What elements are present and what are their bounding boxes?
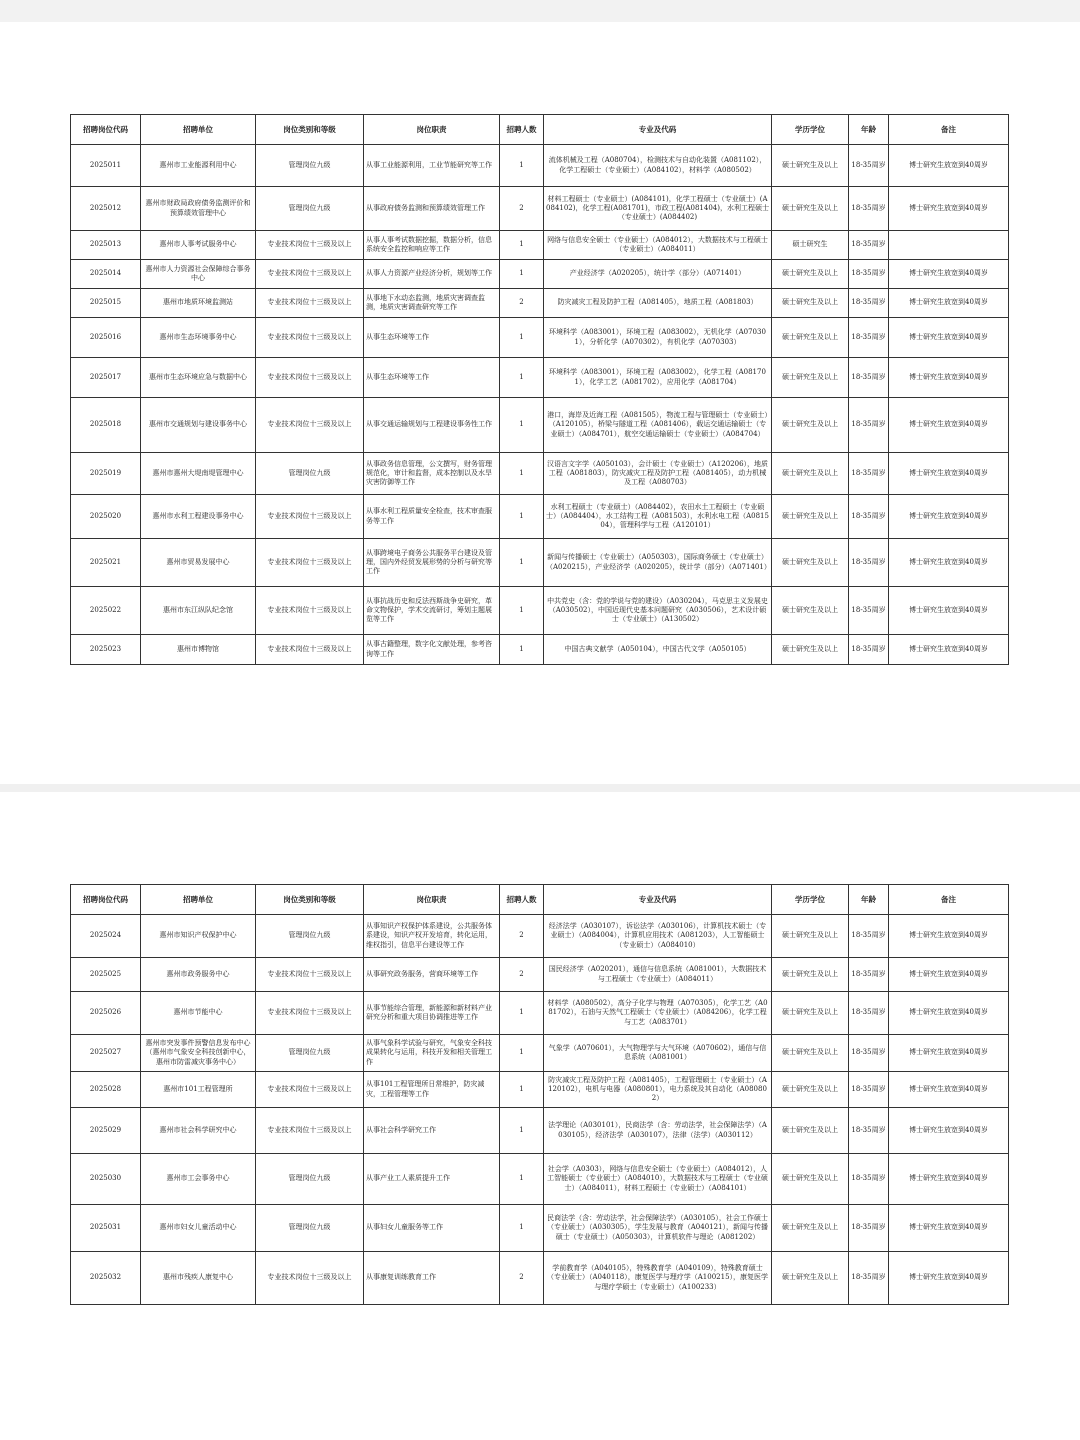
- top-band: [0, 0, 1080, 22]
- cell-age: 18-35周岁: [849, 318, 889, 358]
- cell-duty: 从事知识产权保护体系建设，公共服务体系建设，知识产权开发培育，转化运用，维权指引，信息平台建设等工作: [364, 915, 500, 958]
- cell-category: 管理岗位九级: [256, 1205, 364, 1252]
- cell-age: 18-35周岁: [849, 495, 889, 539]
- cell-education: 硕士研究生及以上: [772, 1072, 849, 1108]
- cell-note: 博士研究生放宽到40周岁: [889, 958, 1009, 992]
- cell-count: 1: [500, 1072, 544, 1108]
- cell-note: 博士研究生放宽到40周岁: [889, 145, 1009, 187]
- cell-unit: 惠州市地质环境监测站: [141, 289, 256, 318]
- cell-category: 专业技术岗位十三级及以上: [256, 1072, 364, 1108]
- cell-count: 1: [500, 1035, 544, 1072]
- cell-count: 1: [500, 1108, 544, 1154]
- cell-education: 硕士研究生及以上: [772, 1108, 849, 1154]
- cell-count: 1: [500, 539, 544, 587]
- cell-age: 18-35周岁: [849, 635, 889, 665]
- cell-education: 硕士研究生及以上: [772, 958, 849, 992]
- table-row: [71, 358, 1009, 398]
- cell-count: 1: [500, 358, 544, 398]
- cell-duty: 从事康复训练教育工作: [364, 1252, 500, 1305]
- cell-unit: 惠州市贸易发展中心: [141, 539, 256, 587]
- cell-code: 2025023: [71, 635, 141, 665]
- cell-count: 2: [500, 1252, 544, 1305]
- cell-unit: 惠州市人力资源社会保障综合事务中心: [141, 260, 256, 289]
- cell-education: 硕士研究生及以上: [772, 358, 849, 398]
- cell-education: 硕士研究生及以上: [772, 635, 849, 665]
- cell-major: 中国古典文献学（A050104），中国古代文学（A050105）: [544, 635, 772, 665]
- cell-category: 专业技术岗位十三级及以上: [256, 318, 364, 358]
- cell-major: 产业经济学（A020205），统计学（部分）（A071401）: [544, 260, 772, 289]
- cell-age: 18-35周岁: [849, 260, 889, 289]
- cell-count: 1: [500, 231, 544, 260]
- cell-major: 汉语言文字学（A050103），会计硕士（专业硕士）（A120206），地质工程（A081803），防灾减灾工程及防护工程（A081405），动力机械及工程（A080703）: [544, 453, 772, 495]
- cell-note: 博士研究生放宽到40周岁: [889, 398, 1009, 453]
- table-row: [71, 260, 1009, 289]
- cell-code: 2025020: [71, 495, 141, 539]
- cell-note: 博士研究生放宽到40周岁: [889, 1205, 1009, 1252]
- cell-major: 学前教育学（A040105），特殊教育学（A040109），特殊教育硕士（专业硕士）（A040118），康复医学与理疗学（A100215），康复医学与理疗学硕士（专业硕士）（A100233）: [544, 1252, 772, 1305]
- cell-age: 18-35周岁: [849, 1072, 889, 1108]
- header-note: 备注: [889, 885, 1009, 915]
- table-row: [71, 453, 1009, 495]
- cell-major: 新闻与传播硕士（专业硕士）（A050303），国际商务硕士（专业硕士）（A020215），产业经济学（A020205），统计学（部分）（A071401）: [544, 539, 772, 587]
- cell-major: 环境科学（A083001），环境工程（A083002），无机化学（A070301），分析化学（A070302），有机化学（A070303）: [544, 318, 772, 358]
- cell-duty: 从事研究政务服务，营商环境等工作: [364, 958, 500, 992]
- cell-count: 1: [500, 398, 544, 453]
- cell-age: 18-35周岁: [849, 1205, 889, 1252]
- cell-code: 2025024: [71, 915, 141, 958]
- cell-note: 博士研究生放宽到40周岁: [889, 289, 1009, 318]
- cell-duty: 从事生态环境等工作: [364, 318, 500, 358]
- cell-age: 18-35周岁: [849, 539, 889, 587]
- table-row: [71, 1108, 1009, 1154]
- cell-unit: 惠州市人事考试服务中心: [141, 231, 256, 260]
- cell-education: 硕士研究生及以上: [772, 1252, 849, 1305]
- table-header-row: [71, 885, 1009, 915]
- cell-major: 港口，海岸及近海工程（A081505），物流工程与管理硕士（专业硕士）（A120105），桥梁与隧道工程（A081406），载运交通运输硕士（专业硕士）（A084701），航空交通运输硕士（专业硕士）（A084704）: [544, 398, 772, 453]
- cell-count: 1: [500, 992, 544, 1035]
- cell-education: 硕士研究生及以上: [772, 318, 849, 358]
- cell-unit: 惠州市政务服务中心: [141, 958, 256, 992]
- header-unit: 招聘单位: [141, 885, 256, 915]
- cell-unit: 惠州市财政局政府债务监测评价和预算绩效管理中心: [141, 187, 256, 231]
- table-row: [71, 635, 1009, 665]
- cell-count: 1: [500, 145, 544, 187]
- cell-major: 经济法学（A030107），诉讼法学（A030106），计算机技术硕士（专业硕士）（A084004），计算机应用技术（A081203），人工智能硕士（专业硕士）（A084010）: [544, 915, 772, 958]
- cell-education: 硕士研究生及以上: [772, 587, 849, 635]
- cell-count: 1: [500, 587, 544, 635]
- cell-count: 1: [500, 453, 544, 495]
- cell-age: 18-35周岁: [849, 398, 889, 453]
- cell-category: 专业技术岗位十三级及以上: [256, 1252, 364, 1305]
- header-unit: 招聘单位: [141, 115, 256, 145]
- cell-age: 18-35周岁: [849, 1035, 889, 1072]
- cell-education: 硕士研究生及以上: [772, 992, 849, 1035]
- header-duty: 岗位职责: [364, 885, 500, 915]
- cell-major: 防灾减灾工程及防护工程（A081405），地质工程（A081803）: [544, 289, 772, 318]
- header-age: 年龄: [849, 885, 889, 915]
- cell-note: 博士研究生放宽到40周岁: [889, 992, 1009, 1035]
- cell-code: 2025019: [71, 453, 141, 495]
- cell-major: 法学理论（A030101），民商法学（含：劳动法学，社会保障法学）（A030105），经济法学（A030107），法律（法学）（A030112）: [544, 1108, 772, 1154]
- cell-code: 2025026: [71, 992, 141, 1035]
- cell-count: 1: [500, 1154, 544, 1205]
- cell-duty: 从事政府债务监测和预算绩效管理工作: [364, 187, 500, 231]
- cell-note: 博士研究生放宽到40周岁: [889, 358, 1009, 398]
- cell-education: 硕士研究生及以上: [772, 453, 849, 495]
- cell-category: 专业技术岗位十三级及以上: [256, 289, 364, 318]
- table-row: [71, 318, 1009, 358]
- cell-category: 专业技术岗位十三级及以上: [256, 587, 364, 635]
- cell-code: 2025018: [71, 398, 141, 453]
- cell-code: 2025030: [71, 1154, 141, 1205]
- cell-duty: 从事节能综合管理，新能源和新材料产业研究分析和重大项目协调推进等工作: [364, 992, 500, 1035]
- cell-category: 管理岗位九级: [256, 1035, 364, 1072]
- cell-category: 专业技术岗位十三级及以上: [256, 635, 364, 665]
- cell-major: 社会学（A0303），网络与信息安全硕士（专业硕士）（A084012），人工智能硕士（专业硕士）（A084010），大数据技术与工程硕士（专业硕士）（A084011），材料工程硕士（专业硕士）（A084101）: [544, 1154, 772, 1205]
- table-row: [71, 145, 1009, 187]
- cell-note: 博士研究生放宽到40周岁: [889, 1154, 1009, 1205]
- cell-unit: 惠州市妇女儿童活动中心: [141, 1205, 256, 1252]
- cell-major: 国民经济学（A020201），通信与信息系统（A081001），大数据技术与工程硕士（专业硕士）（A084011）: [544, 958, 772, 992]
- cell-education: 硕士研究生及以上: [772, 915, 849, 958]
- cell-note: 博士研究生放宽到40周岁: [889, 1108, 1009, 1154]
- cell-unit: 惠州市交通规划与建设事务中心: [141, 398, 256, 453]
- header-duty: 岗位职责: [364, 115, 500, 145]
- cell-unit: 惠州市突发事件预警信息发布中心（惠州市气象安全科技创新中心，惠州市防雷减灾事务中心）: [141, 1035, 256, 1072]
- header-education: 学历学位: [772, 115, 849, 145]
- cell-unit: 惠州市工会事务中心: [141, 1154, 256, 1205]
- cell-code: 2025022: [71, 587, 141, 635]
- cell-duty: 从事抗战历史和反法西斯战争史研究，革命文物保护，学术交流研讨，筹划主题展览等工作: [364, 587, 500, 635]
- cell-count: 2: [500, 915, 544, 958]
- cell-code: 2025017: [71, 358, 141, 398]
- cell-education: 硕士研究生及以上: [772, 495, 849, 539]
- cell-duty: 从事101工程管理所日常维护，防灾减灾，工程管理等工作: [364, 1072, 500, 1108]
- table-row: [71, 1252, 1009, 1305]
- cell-duty: 从事人事考试数据挖掘，数据分析，信息系统安全监控和响应等工作: [364, 231, 500, 260]
- cell-category: 专业技术岗位十三级及以上: [256, 539, 364, 587]
- cell-code: 2025031: [71, 1205, 141, 1252]
- cell-count: 1: [500, 495, 544, 539]
- cell-code: 2025025: [71, 958, 141, 992]
- cell-age: 18-35周岁: [849, 992, 889, 1035]
- cell-count: 1: [500, 318, 544, 358]
- table-row: [71, 398, 1009, 453]
- table-row: [71, 1072, 1009, 1108]
- table-row: [71, 1154, 1009, 1205]
- cell-unit: 惠州市节能中心: [141, 992, 256, 1035]
- cell-major: 中共党史（含：党的学说与党的建设）（A030204），马克思主义发展史（A030502），中国近现代史基本问题研究（A030506），艺术设计硕士（专业硕士）（A130502）: [544, 587, 772, 635]
- cell-duty: 从事古籍整理，数字化文献处理，参考咨询等工作: [364, 635, 500, 665]
- cell-age: 18-35周岁: [849, 358, 889, 398]
- cell-note: [889, 231, 1009, 260]
- cell-code: 2025011: [71, 145, 141, 187]
- cell-duty: 从事工业能源利用，工业节能研究等工作: [364, 145, 500, 187]
- table-row: [71, 289, 1009, 318]
- table-row: [71, 958, 1009, 992]
- cell-code: 2025014: [71, 260, 141, 289]
- cell-duty: 从事产业工人素质提升工作: [364, 1154, 500, 1205]
- cell-education: 硕士研究生及以上: [772, 289, 849, 318]
- cell-age: 18-35周岁: [849, 231, 889, 260]
- cell-category: 管理岗位九级: [256, 145, 364, 187]
- cell-age: 18-35周岁: [849, 289, 889, 318]
- cell-unit: 惠州市东江纵队纪念馆: [141, 587, 256, 635]
- header-code: 招聘岗位代码: [71, 885, 141, 915]
- cell-education: 硕士研究生及以上: [772, 260, 849, 289]
- cell-major: 防灾减灾工程及防护工程（A081405），工程管理硕士（专业硕士）（A120102），电机与电器（A080801），电力系统及其自动化（A080802）: [544, 1072, 772, 1108]
- cell-unit: 惠州市知识产权保护中心: [141, 915, 256, 958]
- cell-age: 18-35周岁: [849, 453, 889, 495]
- cell-code: 2025029: [71, 1108, 141, 1154]
- cell-education: 硕士研究生及以上: [772, 1205, 849, 1252]
- cell-major: 民商法学（含：劳动法学，社会保障法学）（A030105），社会工作硕士（专业硕士）（A030305），学生发展与教育（A040121），新闻与传播硕士（专业硕士）（A050303），计算机软件与理论（A081202）: [544, 1205, 772, 1252]
- table-row: [71, 187, 1009, 231]
- cell-code: 2025013: [71, 231, 141, 260]
- cell-category: 管理岗位九级: [256, 915, 364, 958]
- cell-age: 18-35周岁: [849, 145, 889, 187]
- cell-education: 硕士研究生及以上: [772, 145, 849, 187]
- cell-unit: 惠州市水利工程建设事务中心: [141, 495, 256, 539]
- cell-age: 18-35周岁: [849, 1108, 889, 1154]
- cell-note: 博士研究生放宽到40周岁: [889, 260, 1009, 289]
- cell-code: 2025015: [71, 289, 141, 318]
- header-age: 年龄: [849, 115, 889, 145]
- cell-category: 管理岗位九级: [256, 187, 364, 231]
- cell-count: 1: [500, 1205, 544, 1252]
- cell-category: 专业技术岗位十三级及以上: [256, 231, 364, 260]
- cell-code: 2025016: [71, 318, 141, 358]
- cell-duty: 从事跨境电子商务公共服务平台建设及管理，国内外经贸发展形势的分析与研究等工作: [364, 539, 500, 587]
- cell-note: 博士研究生放宽到40周岁: [889, 318, 1009, 358]
- cell-major: 流体机械及工程（A080704），检测技术与自动化装置（A081102），化学工程硕士（专业硕士）（A084102），材料学（A080502）: [544, 145, 772, 187]
- header-count: 招聘人数: [500, 115, 544, 145]
- cell-count: 2: [500, 289, 544, 318]
- cell-age: 18-35周岁: [849, 915, 889, 958]
- cell-unit: 惠州市社会科学研究中心: [141, 1108, 256, 1154]
- cell-unit: 惠州市工业能源利用中心: [141, 145, 256, 187]
- cell-duty: 从事水利工程质量安全检查，技术审查服务等工作: [364, 495, 500, 539]
- cell-duty: 从事社会科学研究工作: [364, 1108, 500, 1154]
- cell-major: 环境科学（A083001），环境工程（A083002），化学工程（A081701），化学工艺（A081702），应用化学（A081704）: [544, 358, 772, 398]
- cell-code: 2025021: [71, 539, 141, 587]
- cell-major: 材料工程硕士（专业硕士）(A084101)，化学工程硕士（专业硕士）(A084102)，化学工程(A081701)，市政工程(A081404)，水利工程硕士（专业硕士）(A084402): [544, 187, 772, 231]
- cell-age: 18-35周岁: [849, 1252, 889, 1305]
- cell-category: 管理岗位九级: [256, 1154, 364, 1205]
- table-row: [71, 587, 1009, 635]
- table-row: [71, 1205, 1009, 1252]
- cell-education: 硕士研究生及以上: [772, 187, 849, 231]
- cell-note: 博士研究生放宽到40周岁: [889, 915, 1009, 958]
- header-code: 招聘岗位代码: [71, 115, 141, 145]
- header-education: 学历学位: [772, 885, 849, 915]
- cell-count: 2: [500, 187, 544, 231]
- header-count: 招聘人数: [500, 885, 544, 915]
- page-divider: [0, 784, 1080, 792]
- cell-education: 硕士研究生及以上: [772, 1154, 849, 1205]
- cell-major: 网络与信息安全硕士（专业硕士）（A084012），大数据技术与工程硕士（专业硕士）（A084011）: [544, 231, 772, 260]
- table-row: [71, 539, 1009, 587]
- cell-code: 2025032: [71, 1252, 141, 1305]
- cell-duty: 从事妇女儿童服务等工作: [364, 1205, 500, 1252]
- header-major: 专业及代码: [544, 115, 772, 145]
- cell-duty: 从事政务信息管理，公文撰写，财务管理规范化，审计和监督，成本控制以及水旱灾害防御等工作: [364, 453, 500, 495]
- cell-education: 硕士研究生及以上: [772, 539, 849, 587]
- cell-category: 专业技术岗位十三级及以上: [256, 958, 364, 992]
- cell-age: 18-35周岁: [849, 587, 889, 635]
- cell-note: 博士研究生放宽到40周岁: [889, 495, 1009, 539]
- header-major: 专业及代码: [544, 885, 772, 915]
- table-row: [71, 1035, 1009, 1072]
- cell-note: 博士研究生放宽到40周岁: [889, 1072, 1009, 1108]
- cell-category: 专业技术岗位十三级及以上: [256, 1108, 364, 1154]
- cell-unit: 惠州市博物馆: [141, 635, 256, 665]
- cell-category: 专业技术岗位十三级及以上: [256, 992, 364, 1035]
- cell-major: 材料学（A080502），高分子化学与物理（A070305），化学工艺（A081702），石油与天然气工程硕士（专业硕士）（A084206），化学工程与工艺（A083701）: [544, 992, 772, 1035]
- cell-code: 2025028: [71, 1072, 141, 1108]
- cell-note: 博士研究生放宽到40周岁: [889, 453, 1009, 495]
- recruitment-table-page-1: [70, 114, 1009, 665]
- cell-category: 专业技术岗位十三级及以上: [256, 358, 364, 398]
- cell-code: 2025012: [71, 187, 141, 231]
- cell-duty: 从事人力资源产业经济分析，规划等工作: [364, 260, 500, 289]
- cell-code: 2025027: [71, 1035, 141, 1072]
- cell-count: 2: [500, 958, 544, 992]
- cell-unit: 惠州市生态环境事务中心: [141, 318, 256, 358]
- table-row: [71, 231, 1009, 260]
- cell-category: 专业技术岗位十三级及以上: [256, 495, 364, 539]
- table-header-row: [71, 115, 1009, 145]
- cell-note: 博士研究生放宽到40周岁: [889, 187, 1009, 231]
- cell-unit: 惠州市101工程管理所: [141, 1072, 256, 1108]
- cell-count: 1: [500, 635, 544, 665]
- table-row: [71, 992, 1009, 1035]
- header-note: 备注: [889, 115, 1009, 145]
- cell-age: 18-35周岁: [849, 187, 889, 231]
- cell-note: 博士研究生放宽到40周岁: [889, 1035, 1009, 1072]
- cell-education: 硕士研究生: [772, 231, 849, 260]
- cell-unit: 惠州市惠州大堤南堤管理中心: [141, 453, 256, 495]
- cell-major: 气象学（A070601），大气物理学与大气环境（A070602），通信与信息系统（A081001）: [544, 1035, 772, 1072]
- cell-education: 硕士研究生及以上: [772, 398, 849, 453]
- cell-major: 水利工程硕士（专业硕士）（A084402），农田水土工程硕士（专业硕士）（A084404），水工结构工程（A081503），水利水电工程（A081504），管理科学与工程（A120101）: [544, 495, 772, 539]
- table-row: [71, 495, 1009, 539]
- cell-duty: 从事地下水动态监测，地质灾害调查监测，地质灾害调查研究等工作: [364, 289, 500, 318]
- recruitment-table-page-2: [70, 884, 1009, 1305]
- cell-count: 1: [500, 260, 544, 289]
- header-category: 岗位类别和等级: [256, 885, 364, 915]
- cell-category: 专业技术岗位十三级及以上: [256, 260, 364, 289]
- cell-unit: 惠州市残疾人康复中心: [141, 1252, 256, 1305]
- cell-age: 18-35周岁: [849, 958, 889, 992]
- cell-unit: 惠州市生态环境应急与数据中心: [141, 358, 256, 398]
- table-row: [71, 915, 1009, 958]
- cell-category: 管理岗位九级: [256, 453, 364, 495]
- cell-note: 博士研究生放宽到40周岁: [889, 1252, 1009, 1305]
- cell-duty: 从事交通运输规划与工程建设事务性工作: [364, 398, 500, 453]
- cell-category: 专业技术岗位十三级及以上: [256, 398, 364, 453]
- cell-note: 博士研究生放宽到40周岁: [889, 587, 1009, 635]
- cell-note: 博士研究生放宽到40周岁: [889, 635, 1009, 665]
- cell-duty: 从事气象科学试验与研究，气象安全科技成果转化与运用，科技开发和相关管理工作: [364, 1035, 500, 1072]
- cell-education: 硕士研究生及以上: [772, 1035, 849, 1072]
- cell-note: 博士研究生放宽到40周岁: [889, 539, 1009, 587]
- cell-age: 18-35周岁: [849, 1154, 889, 1205]
- header-category: 岗位类别和等级: [256, 115, 364, 145]
- cell-duty: 从事生态环境等工作: [364, 358, 500, 398]
